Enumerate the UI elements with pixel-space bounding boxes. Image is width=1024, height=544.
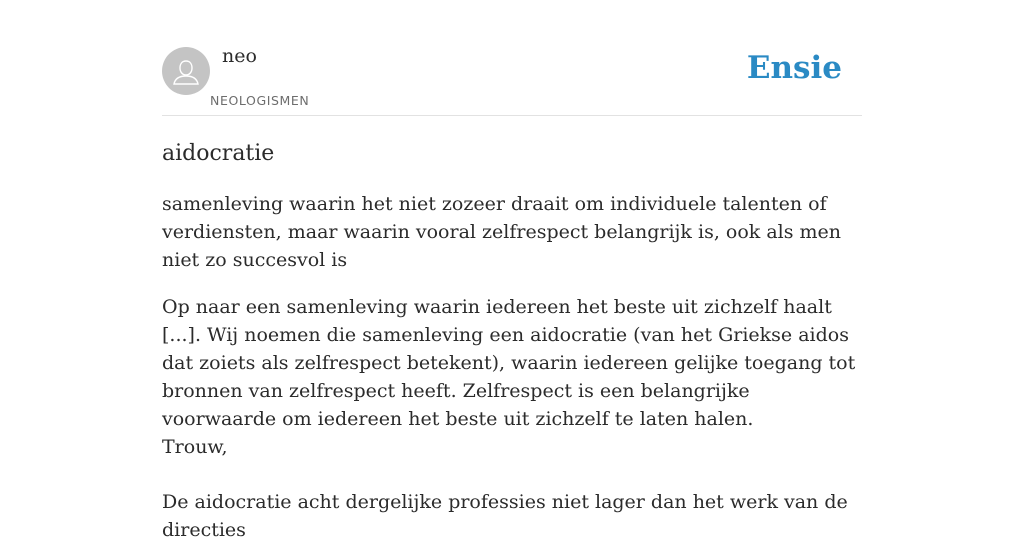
quote-text: Op naar een samenleving waarin iedereen het beste uit zichzelf haalt [...]. Wij noemen die samenleving een aidocratie (van het Griekse aidos dat zoiets als zelfrespect betekent), waarin iedereen gelijke toegang tot bronnen van zelfrespect heeft. Zelfrespect is een belangrijke voorwaarde om iedereen het beste uit zichzelf te laten halen.: [162, 296, 856, 430]
username-link[interactable]: neo: [222, 45, 257, 67]
brand-logo[interactable]: Ensie: [746, 50, 842, 86]
entry-content: [162, 125, 862, 544]
entry-header: [162, 0, 862, 116]
entry-definition: samenleving waarin het niet zozeer draait om individuele talenten of verdiensten, maar waarin vooral zelfrespect belangrijk is, ook als men niet zo succesvol is: [162, 193, 842, 271]
quote-source: Trouw,: [162, 436, 228, 458]
page-container: [162, 0, 862, 541]
category-label[interactable]: NEOLOGISMEN: [210, 93, 310, 108]
entry-title: aidocratie: [162, 141, 275, 166]
user-silhouette-icon: [162, 47, 210, 95]
avatar[interactable]: [162, 47, 210, 95]
quote-text-2: De aidocratie acht dergelijke professies niet lager dan het werk van de directies: [162, 491, 848, 541]
